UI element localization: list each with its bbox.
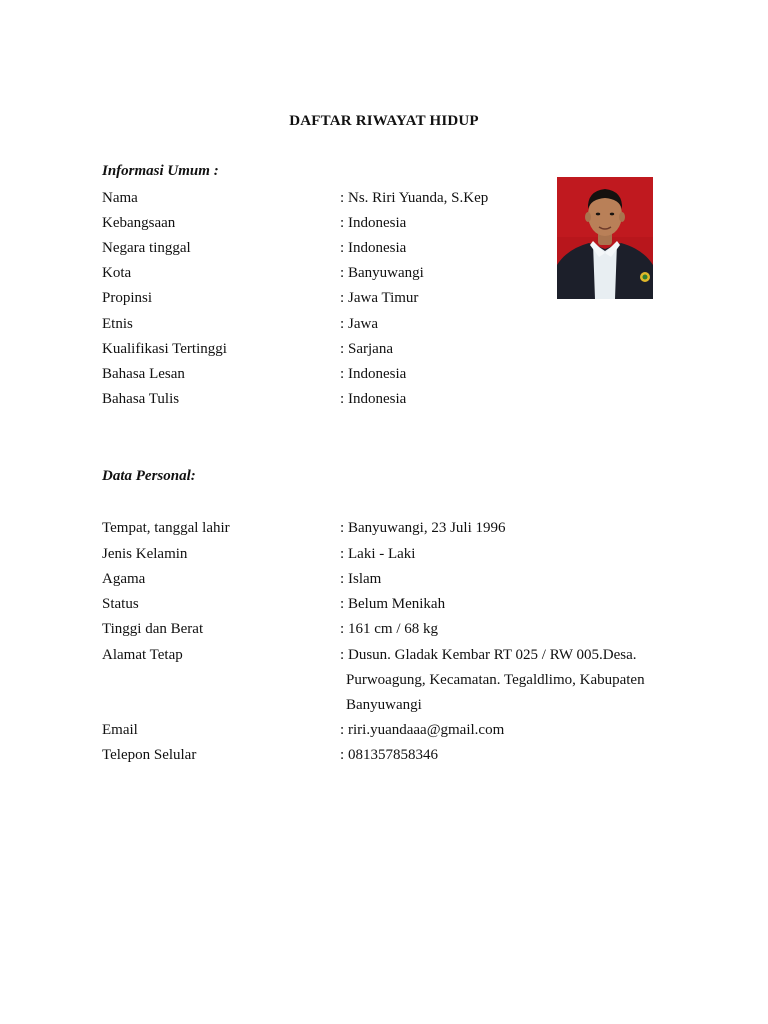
colon-separator: : xyxy=(340,596,345,612)
personal-value: Islam xyxy=(348,571,382,587)
info-value: Indonesia xyxy=(348,240,407,256)
alamat-continuation-line: Banyuwangi xyxy=(346,697,422,713)
colon-separator: : xyxy=(340,190,345,206)
personal-value: 161 cm / 68 kg xyxy=(348,621,438,637)
phone-value: 081357858346 xyxy=(348,747,438,763)
colon-separator: : xyxy=(340,722,345,738)
section-heading-data-personal: Data Personal: xyxy=(102,468,196,484)
personal-label: Jenis Kelamin xyxy=(102,546,188,562)
section-heading-informasi-umum: Informasi Umum : xyxy=(102,163,219,179)
info-value: Sarjana xyxy=(348,341,393,357)
info-value: Jawa Timur xyxy=(348,290,419,306)
profile-photo xyxy=(557,177,653,299)
info-value: Indonesia xyxy=(348,215,407,231)
personal-row-email xyxy=(102,719,682,741)
info-row-kualifikasi xyxy=(102,338,682,360)
colon-separator: : xyxy=(340,647,345,663)
info-value: Indonesia xyxy=(348,391,407,407)
info-label: Bahasa Lesan xyxy=(102,366,185,382)
personal-label: Tempat, tanggal lahir xyxy=(102,520,230,536)
personal-row-tinggi-berat xyxy=(102,618,682,640)
colon-separator: : xyxy=(340,546,345,562)
portrait-photo-icon xyxy=(557,177,653,299)
info-label: Etnis xyxy=(102,316,133,332)
personal-value: Belum Menikah xyxy=(348,596,446,612)
colon-separator: : xyxy=(340,571,345,587)
personal-row-jenis-kelamin xyxy=(102,543,682,565)
info-label: Kualifikasi Tertinggi xyxy=(102,341,227,357)
personal-label: Agama xyxy=(102,571,146,587)
personal-row-telepon xyxy=(102,744,682,766)
colon-separator: : xyxy=(340,265,345,281)
personal-label: Status xyxy=(102,596,139,612)
personal-label: Telepon Selular xyxy=(102,747,197,763)
info-label: Bahasa Tulis xyxy=(102,391,180,407)
personal-value: Banyuwangi, 23 Juli 1996 xyxy=(348,520,506,536)
alamat-continuation-line: Purwoagung, Kecamatan. Tegaldlimo, Kabupaten xyxy=(346,672,645,688)
personal-row-tempat-tanggal-lahir xyxy=(102,517,682,539)
personal-value: Dusun. Gladak Kembar RT 025 / RW 005.Desa. xyxy=(348,647,637,663)
colon-separator: : xyxy=(340,621,345,637)
info-row-bahasa-tulis xyxy=(102,388,682,410)
personal-label: Alamat Tetap xyxy=(102,647,183,663)
personal-row-status xyxy=(102,593,682,615)
colon-separator: : xyxy=(340,391,345,407)
colon-separator: : xyxy=(340,520,345,536)
document-title: DAFTAR RIWAYAT HIDUP xyxy=(289,113,479,129)
info-value: Jawa xyxy=(348,316,378,332)
info-label: Kebangsaan xyxy=(102,215,176,231)
colon-separator: : xyxy=(340,747,345,763)
info-label: Kota xyxy=(102,265,132,281)
personal-value: Laki - Laki xyxy=(348,546,416,562)
info-row-bahasa-lesan xyxy=(102,363,682,385)
info-value: Indonesia xyxy=(348,366,407,382)
info-row-etnis xyxy=(102,313,682,335)
info-value: Banyuwangi xyxy=(348,265,424,281)
personal-label: Tinggi dan Berat xyxy=(102,621,204,637)
personal-label: Email xyxy=(102,722,138,738)
colon-separator: : xyxy=(340,341,345,357)
colon-separator: : xyxy=(340,240,345,256)
colon-separator: : xyxy=(340,215,345,231)
info-value: Ns. Riri Yuanda, S.Kep xyxy=(348,190,489,206)
info-label: Nama xyxy=(102,190,138,206)
personal-row-alamat-tetap xyxy=(102,644,682,666)
info-label: Negara tinggal xyxy=(102,240,191,256)
email-value: riri.yuandaaa@gmail.com xyxy=(348,722,505,738)
info-label: Propinsi xyxy=(102,290,153,306)
colon-separator: : xyxy=(340,366,345,382)
colon-separator: : xyxy=(340,316,345,332)
colon-separator: : xyxy=(340,290,345,306)
personal-row-agama xyxy=(102,568,682,590)
